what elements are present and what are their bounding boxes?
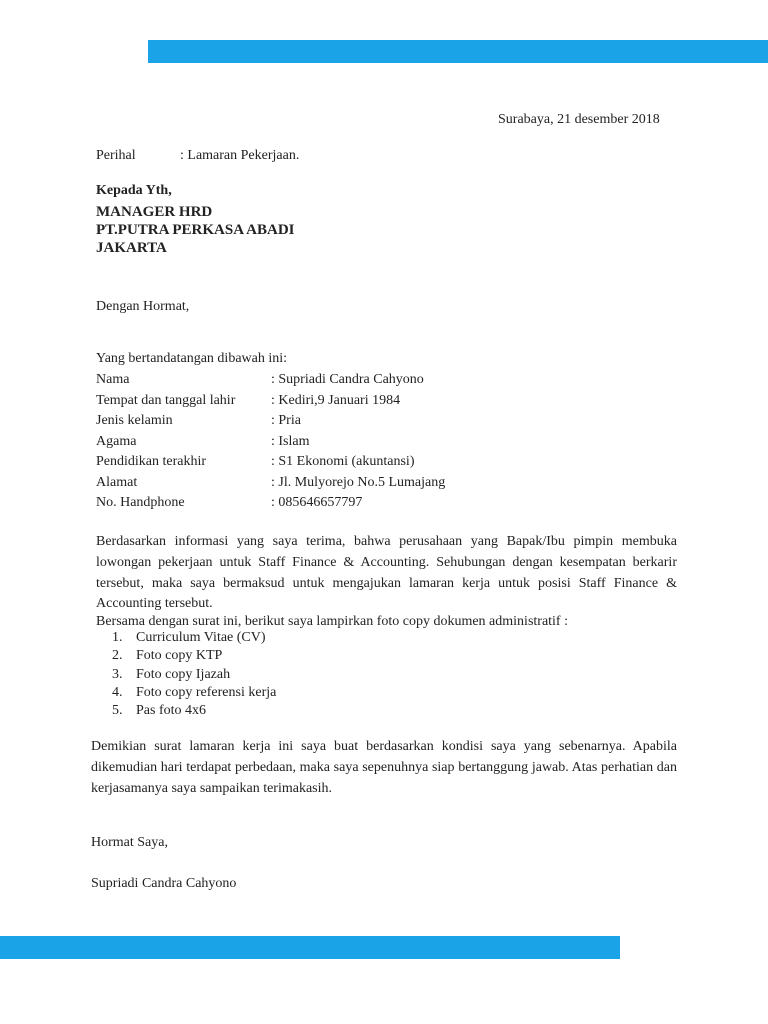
attachment-list [112, 629, 276, 720]
list-item [112, 647, 276, 665]
field-value: : Pria [271, 413, 301, 428]
list-number: 5. [112, 703, 123, 719]
list-number: 1. [112, 630, 123, 645]
field-value: : 085646657797 [271, 495, 363, 510]
list-item [112, 629, 276, 647]
list-item [112, 666, 276, 684]
recipient-position: MANAGER HRD [96, 204, 213, 220]
field-label: Pendidikan terakhir [96, 454, 207, 469]
list-number: 3. [112, 666, 123, 682]
list-item [112, 684, 276, 702]
signer-name: Supriadi Candra Cahyono [91, 876, 237, 891]
intro-line: Yang bertandatangan dibawah ini: [96, 351, 288, 366]
recipient-company: PT.PUTRA PERKASA ABADI [96, 222, 295, 238]
field-row [96, 432, 445, 453]
list-number: 4. [112, 684, 123, 700]
field-row [96, 411, 445, 432]
field-label: Alamat [96, 474, 138, 490]
list-text: Foto copy KTP [136, 648, 223, 664]
greeting: Dengan Hormat, [96, 299, 190, 314]
list-text: Pas foto 4x6 [136, 703, 206, 719]
recipient-salutation: Kepada Yth, [96, 183, 172, 198]
field-value: : S1 Ekonomi (akuntansi) [271, 454, 415, 469]
subject-value: : Lamaran Pekerjaan. [180, 148, 300, 163]
field-value: : Supriadi Candra Cahyono [271, 372, 424, 387]
list-text: Curriculum Vitae (CV) [136, 630, 266, 645]
subject-line [96, 148, 299, 164]
list-text: Foto copy Ijazah [136, 666, 231, 682]
field-row [96, 473, 445, 494]
field-label: Tempat dan tanggal lahir [96, 392, 236, 408]
closing: Hormat Saya, [91, 835, 168, 850]
recipient-block [96, 203, 295, 257]
field-value: : Kediri,9 Januari 1984 [271, 392, 401, 408]
list-item [112, 702, 276, 720]
applicant-details [96, 370, 445, 514]
letter-date: Surabaya, 21 desember 2018 [498, 112, 660, 127]
subject-label: Perihal [96, 148, 136, 163]
field-row [96, 493, 445, 514]
body-paragraph-2: Bersama dengan surat ini, berikut saya lampirkan foto copy dokumen administratif : [96, 614, 568, 629]
list-number: 2. [112, 648, 123, 664]
field-row [96, 391, 445, 412]
body-paragraph-1: Berdasarkan informasi yang saya terima, bahwa perusahaan yang Bapak/Ibu pimpin membuka lowongan pekerjaan untuk Staff Finance & Accounting. Sehubungan dengan kesempatan berkarir tersebut, maka saya bermaksud untuk mengajukan lamaran kerja untuk posisi Staff Finance & Accounting tersebut. [96, 534, 677, 612]
field-row [96, 370, 445, 391]
field-label: Agama [96, 433, 137, 449]
field-value: : Jl. Mulyorejo No.5 Lumajang [271, 474, 446, 490]
field-label: Nama [96, 372, 130, 387]
top-accent-bar [148, 40, 768, 63]
field-value: : Islam [271, 433, 310, 449]
bottom-accent-bar [0, 936, 620, 959]
field-label: No. Handphone [96, 495, 185, 510]
recipient-city: JAKARTA [96, 240, 167, 256]
field-label: Jenis kelamin [96, 413, 173, 428]
field-row [96, 452, 445, 473]
body-paragraph-3: Demikian surat lamaran kerja ini saya buat berdasarkan kondisi saya yang sebenarnya. Apabila dikemudian hari terdapat perbedaan, maka saya sepenuhnya siap bertanggung jawab. Atas perhatian dan kerjasamanya saya sampaikan terimakasih. [91, 739, 677, 796]
list-text: Foto copy referensi kerja [136, 684, 277, 700]
